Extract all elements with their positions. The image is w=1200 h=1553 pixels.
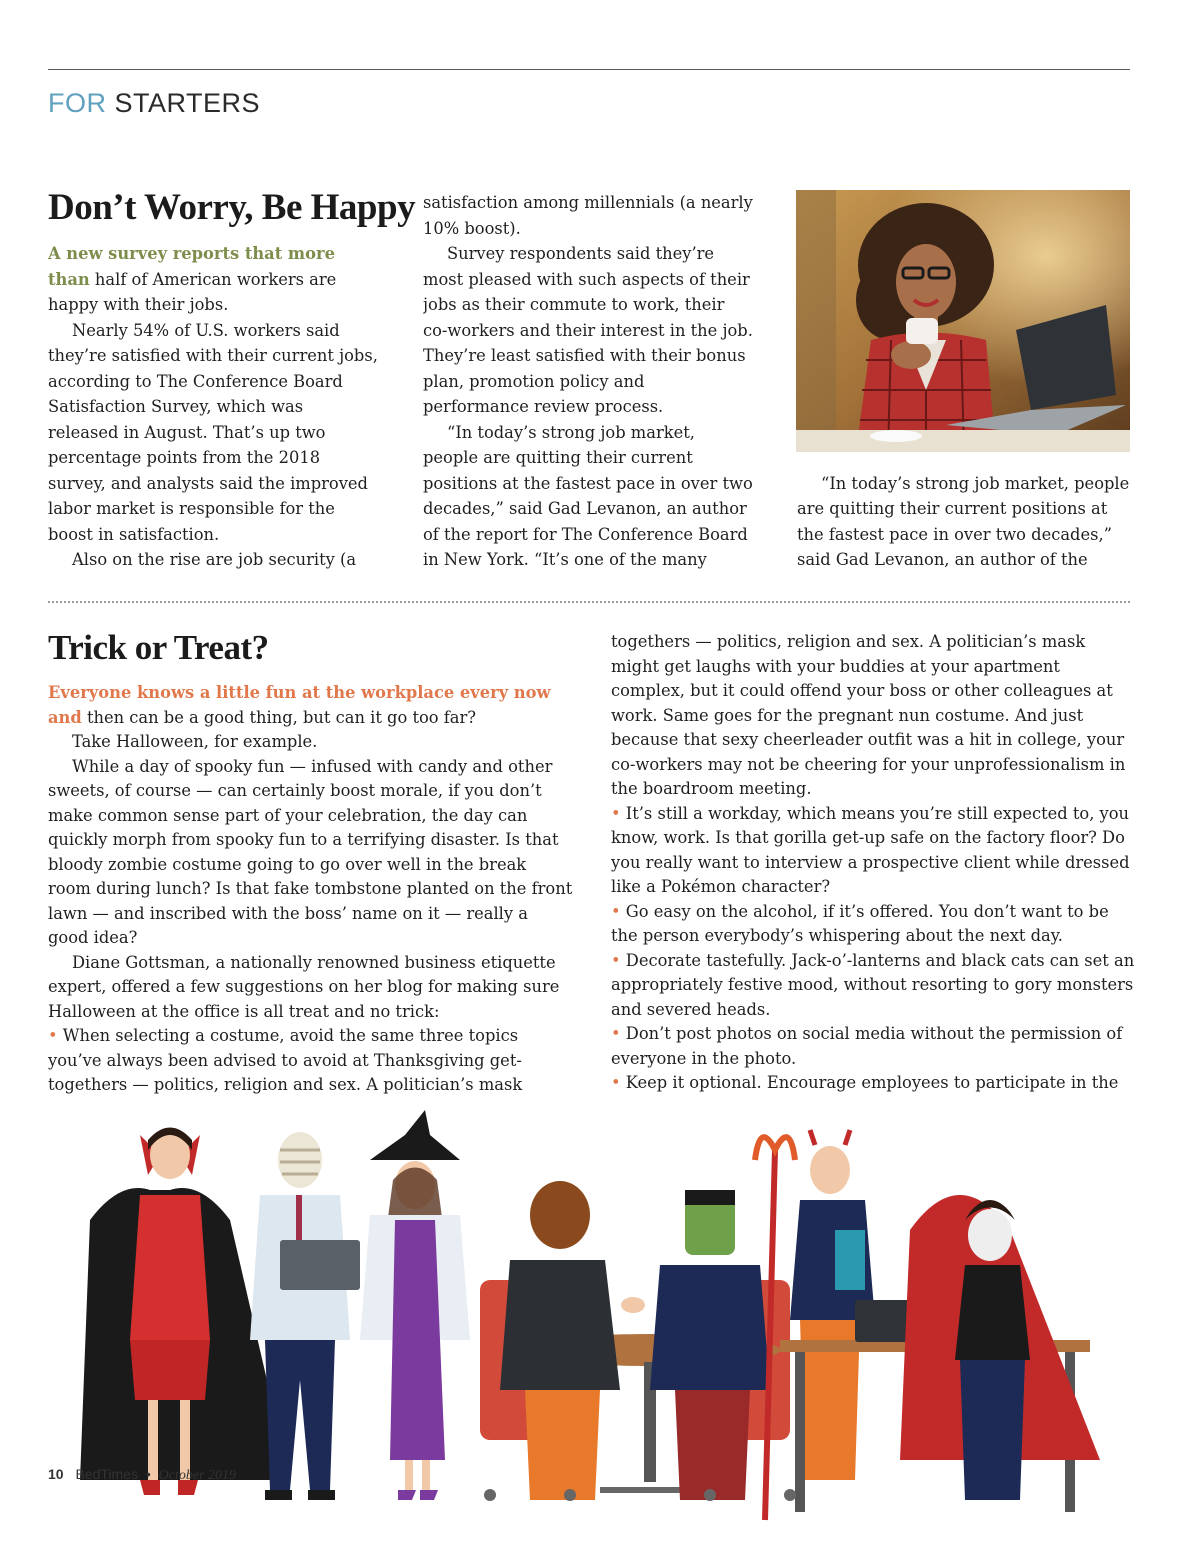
article1-lead: A new survey reports that more than: [48, 244, 335, 289]
article1-paragraph-4-flow2: “In today’s strong job market, people are quitting their current positions at the fastest pace in over two decades,” said Gad Levanon, an author of the: [797, 473, 1130, 569]
article1-paragraph-2: Also on the rise are job security (a: [72, 550, 357, 569]
article2-lead-paragraph: [48, 681, 573, 730]
article2-bullet-2-text: It’s still a workday, which means you’re still expected to, you know, work. Is that gorilla get-up safe on the factory floor? Do you really want to interview a prospective client while dressed like a Pokémon character?: [611, 803, 1130, 896]
meeting-table-scene: [480, 1181, 790, 1500]
bullet-dot: •: [48, 1026, 58, 1045]
article2-bullet-2: [611, 802, 1136, 900]
top-rule: [48, 69, 1130, 70]
article2-bullet-1-text: When selecting a costume, avoid the same three topics you’ve always been advised to avoid at Thanksgiving get-togethers — politics, religion and sex. A politician’s mask: [48, 1026, 523, 1094]
article2-bullet-1-flow: [611, 630, 1136, 802]
article1-paragraph-3: Survey respondents said they’re most pleased with such aspects of their jobs as their commute to work, their co-workers and their interest in the job. They’re least satisfied with their bonus plan, promotion policy and performance review process.: [423, 244, 753, 416]
bullet-dot: •: [611, 950, 621, 970]
woman-with-laptop-photo: [796, 190, 1130, 452]
article2-column2: [611, 630, 1136, 1098]
magazine-name: BedTimes: [75, 1466, 138, 1482]
bullet-dot: •: [611, 803, 621, 823]
article2-bullet-4-text: Decorate tastefully. Jack-o’-lanterns and black cats can set an appropriately festive mood, without resorting to gory monsters and severed heads.: [611, 950, 1135, 1019]
article1-title: Don’t Worry, Be Happy: [48, 187, 416, 228]
article2-bullet-5-text: Don’t post photos on social media without the permission of everyone in the photo.: [611, 1024, 1123, 1068]
article1-paragraph-4: “In today’s strong job market, people are quitting their current positions at the fastest pace in over two decades,” said Gad Levanon, an author of the report for The Conference Board in New York. “It’s one of the many: [423, 422, 753, 569]
article2-bullet-1: [48, 1024, 573, 1098]
article2-bullet-4: [611, 949, 1136, 1023]
page-number: 10: [48, 1466, 64, 1482]
footer-separator: •: [145, 1466, 151, 1482]
issue-date: October 2019: [158, 1468, 237, 1483]
article2-bullet-6-text: Keep it optional. Encourage employees to participate in the: [625, 1073, 1119, 1092]
section-header: [48, 88, 260, 119]
article2-lead: Everyone knows a little fun at the workplace every now and: [48, 683, 551, 727]
article1-lead-rest: half of American workers are happy with their jobs.: [48, 269, 337, 314]
section-header-for: FOR: [48, 88, 107, 118]
article2-bullet-6: [611, 1071, 1136, 1098]
article2-bullet-1-text-flow: togethers — politics, religion and sex. A politician’s mask might get laughs with your buddies at your apartment complex, but it could offend your boss or other colleagues at work. Same goes for the pregnant nun costume. And just because that sexy cheerleader outfit was a hit in college, your co-workers may not be cheering for your unprofessionalism in the boardroom meeting.: [611, 632, 1126, 798]
article2-bullet-5: [611, 1022, 1136, 1071]
bullet-dot: •: [611, 1024, 621, 1043]
article2-title: Trick or Treat?: [48, 628, 269, 667]
article1-paragraph-2-flow: satisfaction among millennials (a nearly 10% boost).: [423, 193, 753, 238]
section-header-starters: STARTERS: [114, 88, 261, 118]
bullet-dot: •: [611, 901, 621, 921]
bullet-dot: •: [611, 1073, 621, 1092]
article1-paragraph-1: Nearly 54% of U.S. workers said they’re satisfied with their current jobs, according to The Conference Board Satisfaction Survey, which was released in August. That’s up two percentage points from the 2018 survey, and analysts said the improved labor market is responsible for the boost in satisfaction.: [48, 320, 378, 544]
article2-paragraph-2: While a day of spooky fun — infused with candy and other sweets, of course — can certainly boost morale, if you don’t make common sense part of your celebration, the day can quickly morph from spooky fun to a terrifying disaster. Is that bloody zombie costume going to go over well in the break room during lunch? Is that fake tombstone planted on the front lawn — and inscribed with the boss’ name on it — really a good idea?: [48, 756, 573, 947]
page-footer: [48, 1466, 236, 1484]
article1-column2: [423, 190, 753, 575]
article1-column1: [48, 241, 378, 575]
article2-paragraph-3: Diane Gottsman, a nationally renowned business etiquette expert, offered a few suggestions on her blog for making sure Halloween at the office is all treat and no trick:: [48, 952, 560, 1021]
article2-bullet-3-text: Go easy on the alcohol, if it’s offered. You don’t want to be the person everybody’s whispering about the next day.: [611, 901, 1109, 945]
article1-column3: [797, 471, 1132, 575]
article2-bullet-3: [611, 900, 1136, 949]
article2-paragraph-1: Take Halloween, for example.: [72, 732, 318, 751]
article2-column1: [48, 681, 573, 1098]
dotted-divider: [48, 601, 1130, 603]
witch-woman-figure: [360, 1110, 470, 1500]
article2-lead-rest: then can be a good thing, but can it go too far?: [81, 707, 477, 727]
article1-lead-paragraph: [48, 241, 378, 318]
